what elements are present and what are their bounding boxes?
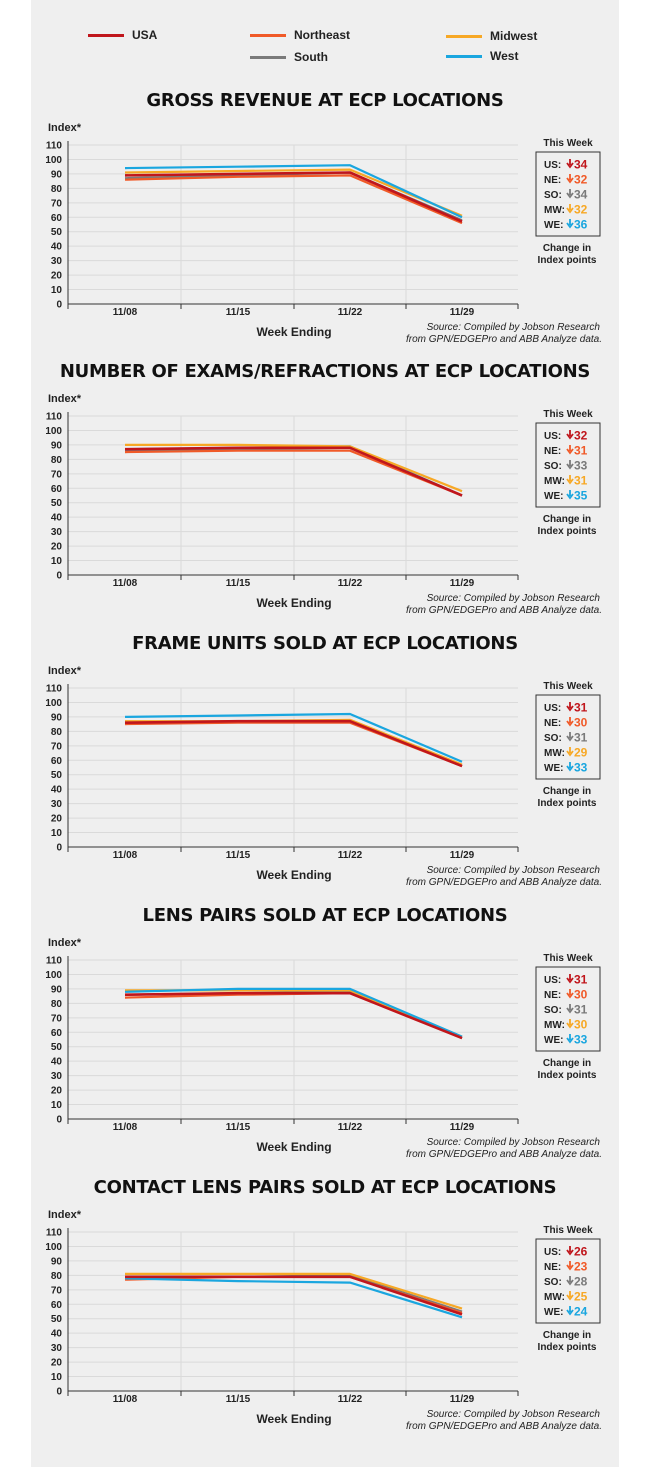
- source-note: from GPN/EDGEPro and ABB Analyze data.: [405, 334, 602, 345]
- legend-item-south: [250, 50, 328, 64]
- y-tick-label: 0: [56, 1386, 62, 1398]
- y-tick-label: 60: [50, 212, 62, 224]
- y-tick-label: 60: [50, 1299, 62, 1311]
- change-value: 33: [574, 760, 588, 775]
- y-tick-label: 70: [50, 741, 62, 753]
- source-note: Source: Compiled by Jobson Research: [426, 1409, 600, 1420]
- change-label: SO:: [544, 1005, 562, 1016]
- y-tick-label: 80: [50, 183, 62, 195]
- legend-label: South: [294, 50, 328, 64]
- change-label: NE:: [544, 718, 562, 729]
- y-tick-label: 90: [50, 169, 62, 181]
- legend-label: West: [490, 49, 519, 63]
- y-tick-label: 100: [45, 154, 62, 166]
- chart-svg: [0, 361, 650, 633]
- chart-gross-revenue: [0, 90, 650, 362]
- chart-title: LENS PAIRS SOLD AT ECP LOCATIONS: [142, 905, 508, 926]
- down-arrow-icon: [567, 1291, 573, 1299]
- down-arrow-icon: [567, 989, 573, 997]
- change-label: WE:: [544, 220, 564, 231]
- down-arrow-icon: [567, 1034, 573, 1042]
- x-tick-label: 11/29: [449, 307, 475, 318]
- change-label: MW:: [544, 476, 565, 487]
- y-axis-label: Index*: [48, 1209, 82, 1221]
- y-tick-label: 90: [50, 1256, 62, 1268]
- x-tick-label: 11/08: [112, 1122, 138, 1133]
- change-value: 26: [574, 1244, 588, 1259]
- x-tick-label: 11/15: [225, 307, 251, 318]
- change-label: MW:: [544, 205, 565, 216]
- down-arrow-icon: [567, 732, 573, 740]
- x-tick-label: 11/08: [112, 307, 138, 318]
- legend-swatch: [250, 56, 286, 59]
- x-tick-label: 11/29: [449, 850, 475, 861]
- box-footnote: Change in: [542, 786, 592, 797]
- legend-swatch: [250, 34, 286, 37]
- change-value: 33: [574, 458, 588, 473]
- change-value: 35: [574, 488, 588, 503]
- change-label: WE:: [544, 1035, 564, 1046]
- legend-label: Midwest: [490, 29, 538, 43]
- y-tick-label: 90: [50, 712, 62, 724]
- legend-label: Northeast: [294, 28, 351, 42]
- down-arrow-icon: [567, 219, 573, 227]
- change-value: 33: [574, 1032, 588, 1047]
- x-tick-label: 11/22: [337, 578, 363, 589]
- this-week-heading: This Week: [543, 681, 593, 692]
- down-arrow-icon: [567, 174, 573, 182]
- change-value: 28: [574, 1274, 588, 1289]
- y-tick-label: 110: [45, 955, 62, 967]
- down-arrow-icon: [567, 430, 573, 438]
- box-footnote: Change in: [542, 514, 592, 525]
- change-value: 34: [574, 157, 588, 172]
- change-label: WE:: [544, 763, 564, 774]
- x-axis-label: Week Ending: [256, 1412, 332, 1426]
- y-axis-label: Index*: [48, 937, 82, 949]
- source-note: from GPN/EDGEPro and ABB Analyze data.: [405, 1149, 602, 1160]
- chart-lens-pairs: [0, 905, 650, 1177]
- y-tick-label: 80: [50, 1270, 62, 1282]
- change-label: MW:: [544, 1292, 565, 1303]
- change-label: SO:: [544, 1277, 562, 1288]
- change-value: 32: [574, 202, 588, 217]
- down-arrow-icon: [567, 702, 573, 710]
- y-tick-label: 60: [50, 1027, 62, 1039]
- y-tick-label: 70: [50, 1013, 62, 1025]
- change-label: SO:: [544, 190, 562, 201]
- y-tick-label: 70: [50, 198, 62, 210]
- y-tick-label: 70: [50, 469, 62, 481]
- x-tick-label: 11/29: [449, 1122, 475, 1133]
- change-value: 25: [574, 1289, 588, 1304]
- y-tick-label: 80: [50, 726, 62, 738]
- legend-swatch: [446, 35, 482, 38]
- box-footnote: Index points: [537, 1342, 597, 1353]
- legend-item-northeast: [250, 28, 350, 42]
- change-label: US:: [544, 431, 562, 442]
- chart-title: CONTACT LENS PAIRS SOLD AT ECP LOCATIONS: [93, 1177, 557, 1198]
- change-value: 30: [574, 715, 588, 730]
- x-tick-label: 11/08: [112, 578, 138, 589]
- change-label: MW:: [544, 748, 565, 759]
- box-footnote: Change in: [542, 1058, 592, 1069]
- down-arrow-icon: [567, 460, 573, 468]
- change-value: 36: [574, 217, 588, 232]
- box-footnote: Index points: [537, 798, 597, 809]
- y-tick-label: 40: [50, 512, 62, 524]
- x-tick-label: 11/08: [112, 1394, 138, 1405]
- change-label: MW:: [544, 1020, 565, 1031]
- x-tick-label: 11/22: [337, 307, 363, 318]
- legend-item-usa: [88, 28, 157, 42]
- down-arrow-icon: [567, 1276, 573, 1284]
- y-tick-label: 110: [45, 1227, 62, 1239]
- this-week-heading: This Week: [543, 1225, 593, 1236]
- box-footnote: Index points: [537, 255, 597, 266]
- y-tick-label: 100: [45, 969, 62, 981]
- x-tick-label: 11/22: [337, 1122, 363, 1133]
- x-tick-label: 11/29: [449, 1394, 475, 1405]
- y-tick-label: 10: [50, 828, 62, 840]
- x-axis-label: Week Ending: [256, 596, 332, 610]
- y-tick-label: 10: [50, 556, 62, 568]
- change-value: 23: [574, 1259, 588, 1274]
- change-value: 31: [574, 473, 588, 488]
- change-value: 30: [574, 1017, 588, 1032]
- down-arrow-icon: [567, 475, 573, 483]
- x-tick-label: 11/22: [337, 1394, 363, 1405]
- x-tick-label: 11/15: [225, 1394, 251, 1405]
- y-tick-label: 10: [50, 1372, 62, 1384]
- down-arrow-icon: [567, 204, 573, 212]
- source-note: from GPN/EDGEPro and ABB Analyze data.: [405, 605, 602, 616]
- x-tick-label: 11/29: [449, 578, 475, 589]
- y-tick-label: 0: [56, 570, 62, 582]
- chart-contact-lens-pairs: [0, 1177, 650, 1449]
- change-label: US:: [544, 975, 562, 986]
- down-arrow-icon: [567, 1261, 573, 1269]
- down-arrow-icon: [567, 159, 573, 167]
- chart-exams-refractions: [0, 361, 650, 633]
- y-tick-label: 50: [50, 770, 62, 782]
- change-value: 34: [574, 187, 588, 202]
- x-tick-label: 11/08: [112, 850, 138, 861]
- chart-title: FRAME UNITS SOLD AT ECP LOCATIONS: [132, 633, 518, 654]
- change-value: 32: [574, 428, 588, 443]
- x-tick-label: 11/22: [337, 850, 363, 861]
- down-arrow-icon: [567, 747, 573, 755]
- box-footnote: Index points: [537, 526, 597, 537]
- y-tick-label: 20: [50, 813, 62, 825]
- change-label: SO:: [544, 733, 562, 744]
- x-tick-label: 11/15: [225, 578, 251, 589]
- change-label: SO:: [544, 461, 562, 472]
- legend-swatch: [88, 34, 124, 37]
- y-tick-label: 20: [50, 541, 62, 553]
- y-tick-label: 100: [45, 697, 62, 709]
- change-value: 30: [574, 987, 588, 1002]
- y-tick-label: 10: [50, 1100, 62, 1112]
- down-arrow-icon: [567, 1019, 573, 1027]
- down-arrow-icon: [567, 1004, 573, 1012]
- y-tick-label: 30: [50, 799, 62, 811]
- this-week-heading: This Week: [543, 409, 593, 420]
- y-axis-label: Index*: [48, 393, 82, 405]
- change-label: US:: [544, 1247, 562, 1258]
- source-note: from GPN/EDGEPro and ABB Analyze data.: [405, 877, 602, 888]
- change-label: NE:: [544, 1262, 562, 1273]
- change-value: 31: [574, 443, 588, 458]
- y-tick-label: 30: [50, 1071, 62, 1083]
- legend-label: USA: [132, 28, 158, 42]
- y-axis-label: Index*: [48, 665, 82, 677]
- y-tick-label: 20: [50, 1085, 62, 1097]
- y-tick-label: 50: [50, 498, 62, 510]
- change-value: 31: [574, 700, 588, 715]
- source-note: Source: Compiled by Jobson Research: [426, 322, 600, 333]
- box-footnote: Change in: [542, 1330, 592, 1341]
- y-tick-label: 80: [50, 454, 62, 466]
- down-arrow-icon: [567, 717, 573, 725]
- chart-frame-units: [0, 633, 650, 905]
- down-arrow-icon: [567, 974, 573, 982]
- box-footnote: Index points: [537, 1070, 597, 1081]
- down-arrow-icon: [567, 490, 573, 498]
- y-tick-label: 100: [45, 425, 62, 437]
- x-axis-label: Week Ending: [256, 1140, 332, 1154]
- y-tick-label: 60: [50, 483, 62, 495]
- x-tick-label: 11/15: [225, 1122, 251, 1133]
- y-tick-label: 30: [50, 1343, 62, 1355]
- source-note: Source: Compiled by Jobson Research: [426, 865, 600, 876]
- down-arrow-icon: [567, 189, 573, 197]
- y-tick-label: 50: [50, 1042, 62, 1054]
- change-label: WE:: [544, 491, 564, 502]
- y-tick-label: 60: [50, 755, 62, 767]
- chart-svg: [0, 90, 650, 362]
- y-tick-label: 50: [50, 227, 62, 239]
- y-tick-label: 90: [50, 440, 62, 452]
- chart-svg: [0, 633, 650, 905]
- legend-item-west: [446, 49, 518, 63]
- down-arrow-icon: [567, 445, 573, 453]
- legend-swatch: [446, 55, 482, 58]
- chart-svg: [0, 1177, 650, 1449]
- change-label: NE:: [544, 175, 562, 186]
- down-arrow-icon: [567, 1246, 573, 1254]
- source-note: from GPN/EDGEPro and ABB Analyze data.: [405, 1421, 602, 1432]
- y-tick-label: 110: [45, 140, 62, 152]
- y-tick-label: 20: [50, 270, 62, 282]
- y-tick-label: 20: [50, 1357, 62, 1369]
- source-note: Source: Compiled by Jobson Research: [426, 1137, 600, 1148]
- change-value: 32: [574, 172, 588, 187]
- x-tick-label: 11/15: [225, 850, 251, 861]
- down-arrow-icon: [567, 762, 573, 770]
- down-arrow-icon: [567, 1306, 573, 1314]
- change-label: US:: [544, 160, 562, 171]
- y-tick-label: 0: [56, 1114, 62, 1126]
- y-tick-label: 100: [45, 1241, 62, 1253]
- this-week-heading: This Week: [543, 138, 593, 149]
- y-tick-label: 30: [50, 527, 62, 539]
- x-axis-label: Week Ending: [256, 325, 332, 339]
- change-value: 29: [574, 745, 588, 760]
- y-tick-label: 80: [50, 998, 62, 1010]
- chart-title: NUMBER OF EXAMS/REFRACTIONS AT ECP LOCATIONS: [59, 361, 591, 382]
- y-tick-label: 40: [50, 784, 62, 796]
- change-label: WE:: [544, 1307, 564, 1318]
- change-value: 31: [574, 730, 588, 745]
- y-tick-label: 90: [50, 984, 62, 996]
- y-tick-label: 50: [50, 1314, 62, 1326]
- y-tick-label: 70: [50, 1285, 62, 1297]
- y-tick-label: 40: [50, 1328, 62, 1340]
- this-week-heading: This Week: [543, 953, 593, 964]
- change-label: NE:: [544, 990, 562, 1001]
- x-axis-label: Week Ending: [256, 868, 332, 882]
- y-tick-label: 110: [45, 683, 62, 695]
- change-value: 31: [574, 972, 588, 987]
- y-tick-label: 40: [50, 1056, 62, 1068]
- y-tick-label: 30: [50, 256, 62, 268]
- y-tick-label: 40: [50, 241, 62, 253]
- legend-item-midwest: [446, 29, 537, 43]
- change-label: US:: [544, 703, 562, 714]
- change-value: 24: [574, 1304, 588, 1319]
- y-tick-label: 0: [56, 299, 62, 311]
- chart-title: GROSS REVENUE AT ECP LOCATIONS: [146, 90, 504, 111]
- box-footnote: Change in: [542, 243, 592, 254]
- change-value: 31: [574, 1002, 588, 1017]
- change-label: NE:: [544, 446, 562, 457]
- y-axis-label: Index*: [48, 122, 82, 134]
- chart-svg: [0, 905, 650, 1177]
- y-tick-label: 10: [50, 285, 62, 297]
- y-tick-label: 0: [56, 842, 62, 854]
- y-tick-label: 110: [45, 411, 62, 423]
- source-note: Source: Compiled by Jobson Research: [426, 593, 600, 604]
